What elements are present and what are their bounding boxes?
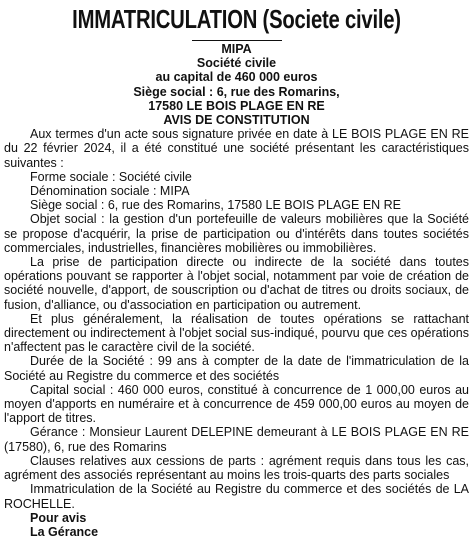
company-capital: au capital de 460 000 euros bbox=[155, 70, 318, 85]
paragraph-denomination: Dénomination sociale : MIPA bbox=[30, 184, 190, 199]
title-divider bbox=[192, 40, 282, 41]
company-name: MIPA bbox=[221, 42, 252, 56]
paragraph-objet-social: Objet social : la gestion d'un portefeuille de valeurs mobilières que la Société se propose d'acquérir, la prise de participation ou d'intérêts dans toutes sociétés commerciales, industrielles, financières mobilières ou immobilières. bbox=[4, 212, 469, 255]
paragraph-plus-generalement: Et plus généralement, la réalisation de toutes opérations se rattachant directement ou indirectement à l'objet social sus-indiqué, pourvu que ces opérations n'affectent pas le caractère civil de la société. bbox=[4, 311, 469, 355]
paragraph-duree: Durée de la Société : 99 ans à compter de la date de l'immatriculation de la Société au Registre du commerce et des sociétés bbox=[4, 354, 469, 383]
paragraph-capital: Capital social : 460 000 euros, constitué à concurrence de 1 000,00 euros au moyen d'apports en numéraire et à concurrence de 459 000,00 euros au moyen de l'apport de titres. bbox=[4, 382, 469, 426]
notice-type: AVIS DE CONSTITUTION bbox=[163, 113, 310, 128]
paragraph-immatriculation: Immatriculation de la Société au Registre du commerce et des sociétés de LA ROCHELLE. bbox=[4, 482, 469, 511]
paragraph-clauses: Clauses relatives aux cessions de parts : agrément requis dans tous les cas, agrément des associés représentant au moins les trois-quarts des parts sociales bbox=[4, 453, 469, 483]
paragraph-gerance: Gérance : Monsieur Laurent DELEPINE demeurant à LE BOIS PLAGE EN RE (17580), 6, rue des Romarins bbox=[4, 425, 469, 454]
paragraph-forme-sociale: Forme sociale : Société civile bbox=[30, 169, 192, 184]
signature-block bbox=[4, 511, 469, 539]
notice-body bbox=[4, 127, 469, 510]
paragraph-prise-participation: La prise de participation directe ou indirecte de la société dans toutes opérations pouvant se rapporter à l'objet social, notamment par voie de création de société nouvelle, d'apport, de souscription ou d'achat de titres ou droits sociaux, de fusion, d'alliance, ou d'association en participation ou autrement. bbox=[4, 255, 469, 312]
paragraph-siege-social: Siège social : 6, rue des Romarins, 17580 LE BOIS PLAGE EN RE bbox=[30, 198, 402, 213]
company-form: Société civile bbox=[196, 56, 277, 71]
company-address-line-2: 17580 LE BOIS PLAGE EN RE bbox=[148, 98, 325, 113]
company-header bbox=[4, 42, 469, 127]
signature-gerance: La Gérance bbox=[30, 524, 99, 539]
signature-pour-avis: Pour avis bbox=[30, 510, 87, 525]
paragraph-intro: Aux termes d'un acte sous signature privée en date à LE BOIS PLAGE EN RE du 22 février 2024, il a été constitué une société présentant les caractéristiques suivantes : bbox=[4, 127, 469, 170]
company-address-line-1: Siège social : 6, rue des Romarins, bbox=[133, 84, 340, 99]
notice-title: IMMATRICULATION (Societe civile) bbox=[72, 4, 401, 34]
